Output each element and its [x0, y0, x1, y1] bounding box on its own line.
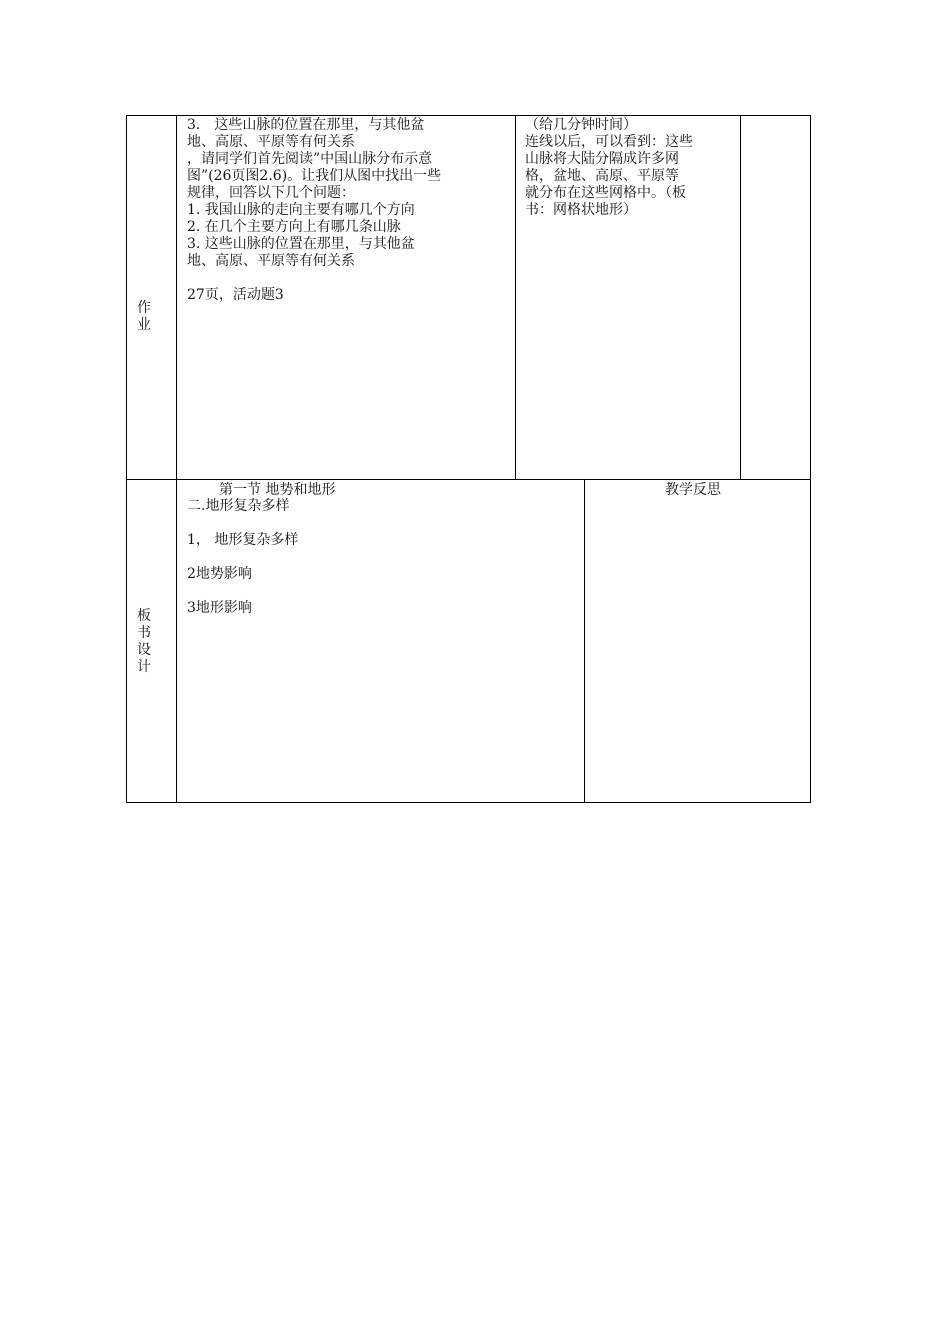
table-right-border — [810, 115, 811, 803]
activity-line: 连线以后，可以看到：这些 — [525, 134, 693, 150]
section-title: 第一节 地势和地形 — [219, 482, 336, 498]
homework-row-label — [136, 300, 152, 334]
content-line: 2. 在几个主要方向上有哪几条山脉 — [187, 219, 401, 235]
activity-line: 就分布在这些网格中。（板 — [525, 185, 686, 201]
table-left-border — [126, 115, 127, 803]
content-line: 地、高原、平原等有何关系 — [187, 134, 355, 150]
table-bottom-border — [126, 802, 811, 803]
table-top-border — [126, 115, 811, 116]
content-line: 地、高原、平原等有何关系 — [187, 253, 355, 269]
activity-line: （给几分钟时间） — [525, 117, 637, 133]
assignment-text: 27页，活动题3 — [187, 287, 284, 303]
activity-line: 格，盆地、高原、平原等 — [525, 168, 679, 184]
label-char: 业 — [137, 317, 151, 333]
activity-line: 书：网格状地形） — [525, 202, 637, 218]
content-line: ，请同学们首先阅读”中国山脉分布示意 — [187, 151, 433, 167]
content-line: 3. 这些山脉的位置在那里，与其他盆 — [187, 236, 415, 252]
activity-content — [525, 117, 693, 219]
label-char: 设 — [137, 642, 151, 658]
homework-notes-divider — [740, 115, 741, 480]
content-line: 规律，回答以下几个问题： — [187, 185, 355, 201]
activity-line: 山脉将大陆分隔成许多网 — [525, 151, 679, 167]
label-char: 作 — [137, 300, 151, 316]
board-point: 3地形影响 — [187, 600, 252, 616]
board-reflection-divider — [584, 479, 585, 803]
reflection-heading: 教学反思 — [665, 482, 721, 498]
board-point: 2地势影响 — [187, 566, 252, 582]
subheading: 二.地形复杂多样 — [187, 498, 290, 514]
content-line: 1. 我国山脉的走向主要有哪几个方向 — [187, 202, 415, 218]
label-column-divider — [176, 115, 177, 803]
row-divider — [126, 479, 811, 480]
label-char: 计 — [137, 659, 151, 675]
board-row-label — [136, 608, 152, 676]
content-line: 3． 这些山脉的位置在那里，与其他盆 — [187, 117, 425, 133]
homework-content — [187, 117, 441, 304]
content-line: 图”(26页图2.6)。让我们从图中找出一些 — [187, 168, 442, 184]
label-char: 板 — [137, 608, 151, 624]
label-char: 书 — [137, 625, 151, 641]
homework-activity-divider — [515, 115, 516, 480]
board-point: 1， 地形复杂多样 — [187, 532, 299, 548]
